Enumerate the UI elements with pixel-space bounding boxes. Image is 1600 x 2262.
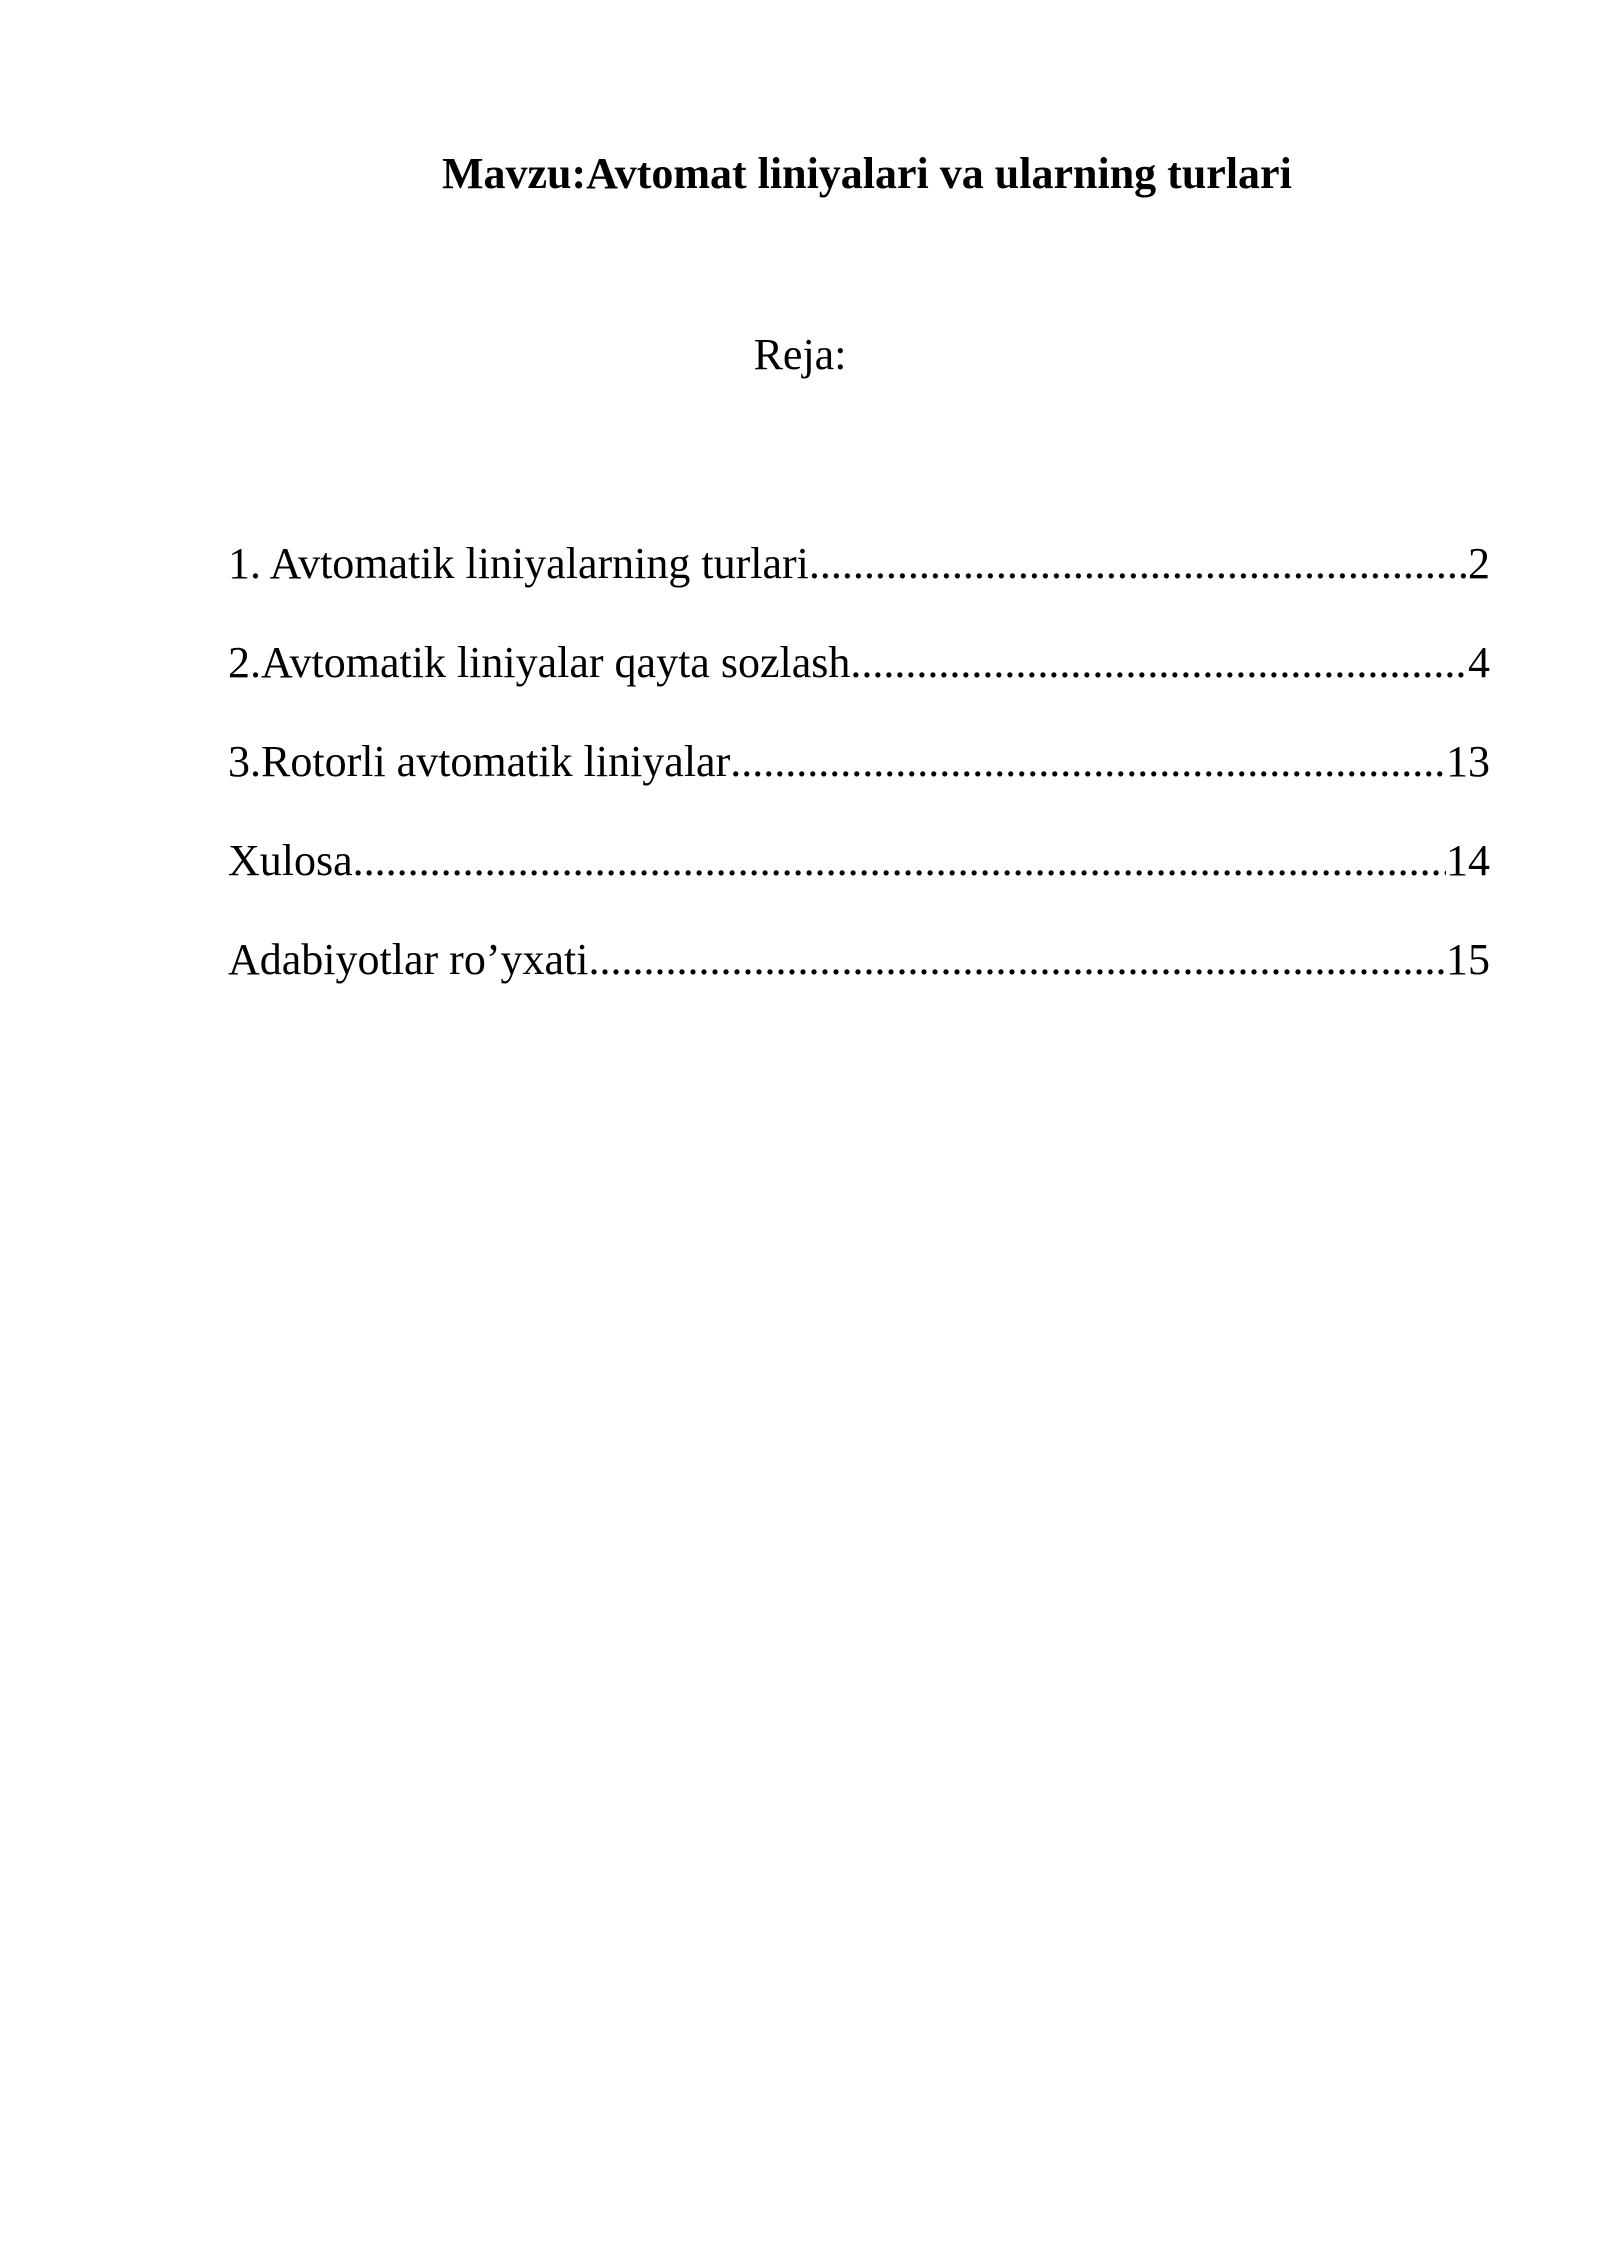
document-title: Mavzu:Avtomat liniyalari va ularning turlari (442, 149, 1292, 198)
toc-item-label: 1. Avtomatik liniyalarning turlari (228, 542, 809, 588)
toc-item-label: Xulosa (228, 839, 353, 885)
toc-item (228, 641, 1490, 740)
toc-item-label: Adabiyotlar ro’yxati (228, 938, 589, 984)
toc-item (228, 740, 1490, 839)
plan-heading: Reja: (753, 330, 847, 379)
toc-item-page: 2 (1468, 542, 1490, 588)
toc-item-label: 3.Rotorli avtomatik liniyalar (228, 740, 731, 786)
toc-leader-dots (730, 740, 1446, 784)
toc-item (228, 542, 1490, 641)
toc-leader-dots (809, 542, 1468, 586)
toc-item (228, 839, 1490, 938)
toc-leader-dots (850, 641, 1468, 685)
toc-item-page: 13 (1446, 740, 1490, 786)
toc-item (228, 938, 1490, 1037)
table-of-contents (228, 542, 1490, 1037)
toc-item-label: 2.Avtomatik liniyalar qayta sozlash (228, 641, 851, 687)
toc-item-page: 15 (1446, 938, 1490, 984)
toc-leader-dots (353, 839, 1446, 883)
toc-item-page: 4 (1468, 641, 1490, 687)
toc-leader-dots (588, 938, 1446, 982)
toc-item-page: 14 (1446, 839, 1490, 885)
